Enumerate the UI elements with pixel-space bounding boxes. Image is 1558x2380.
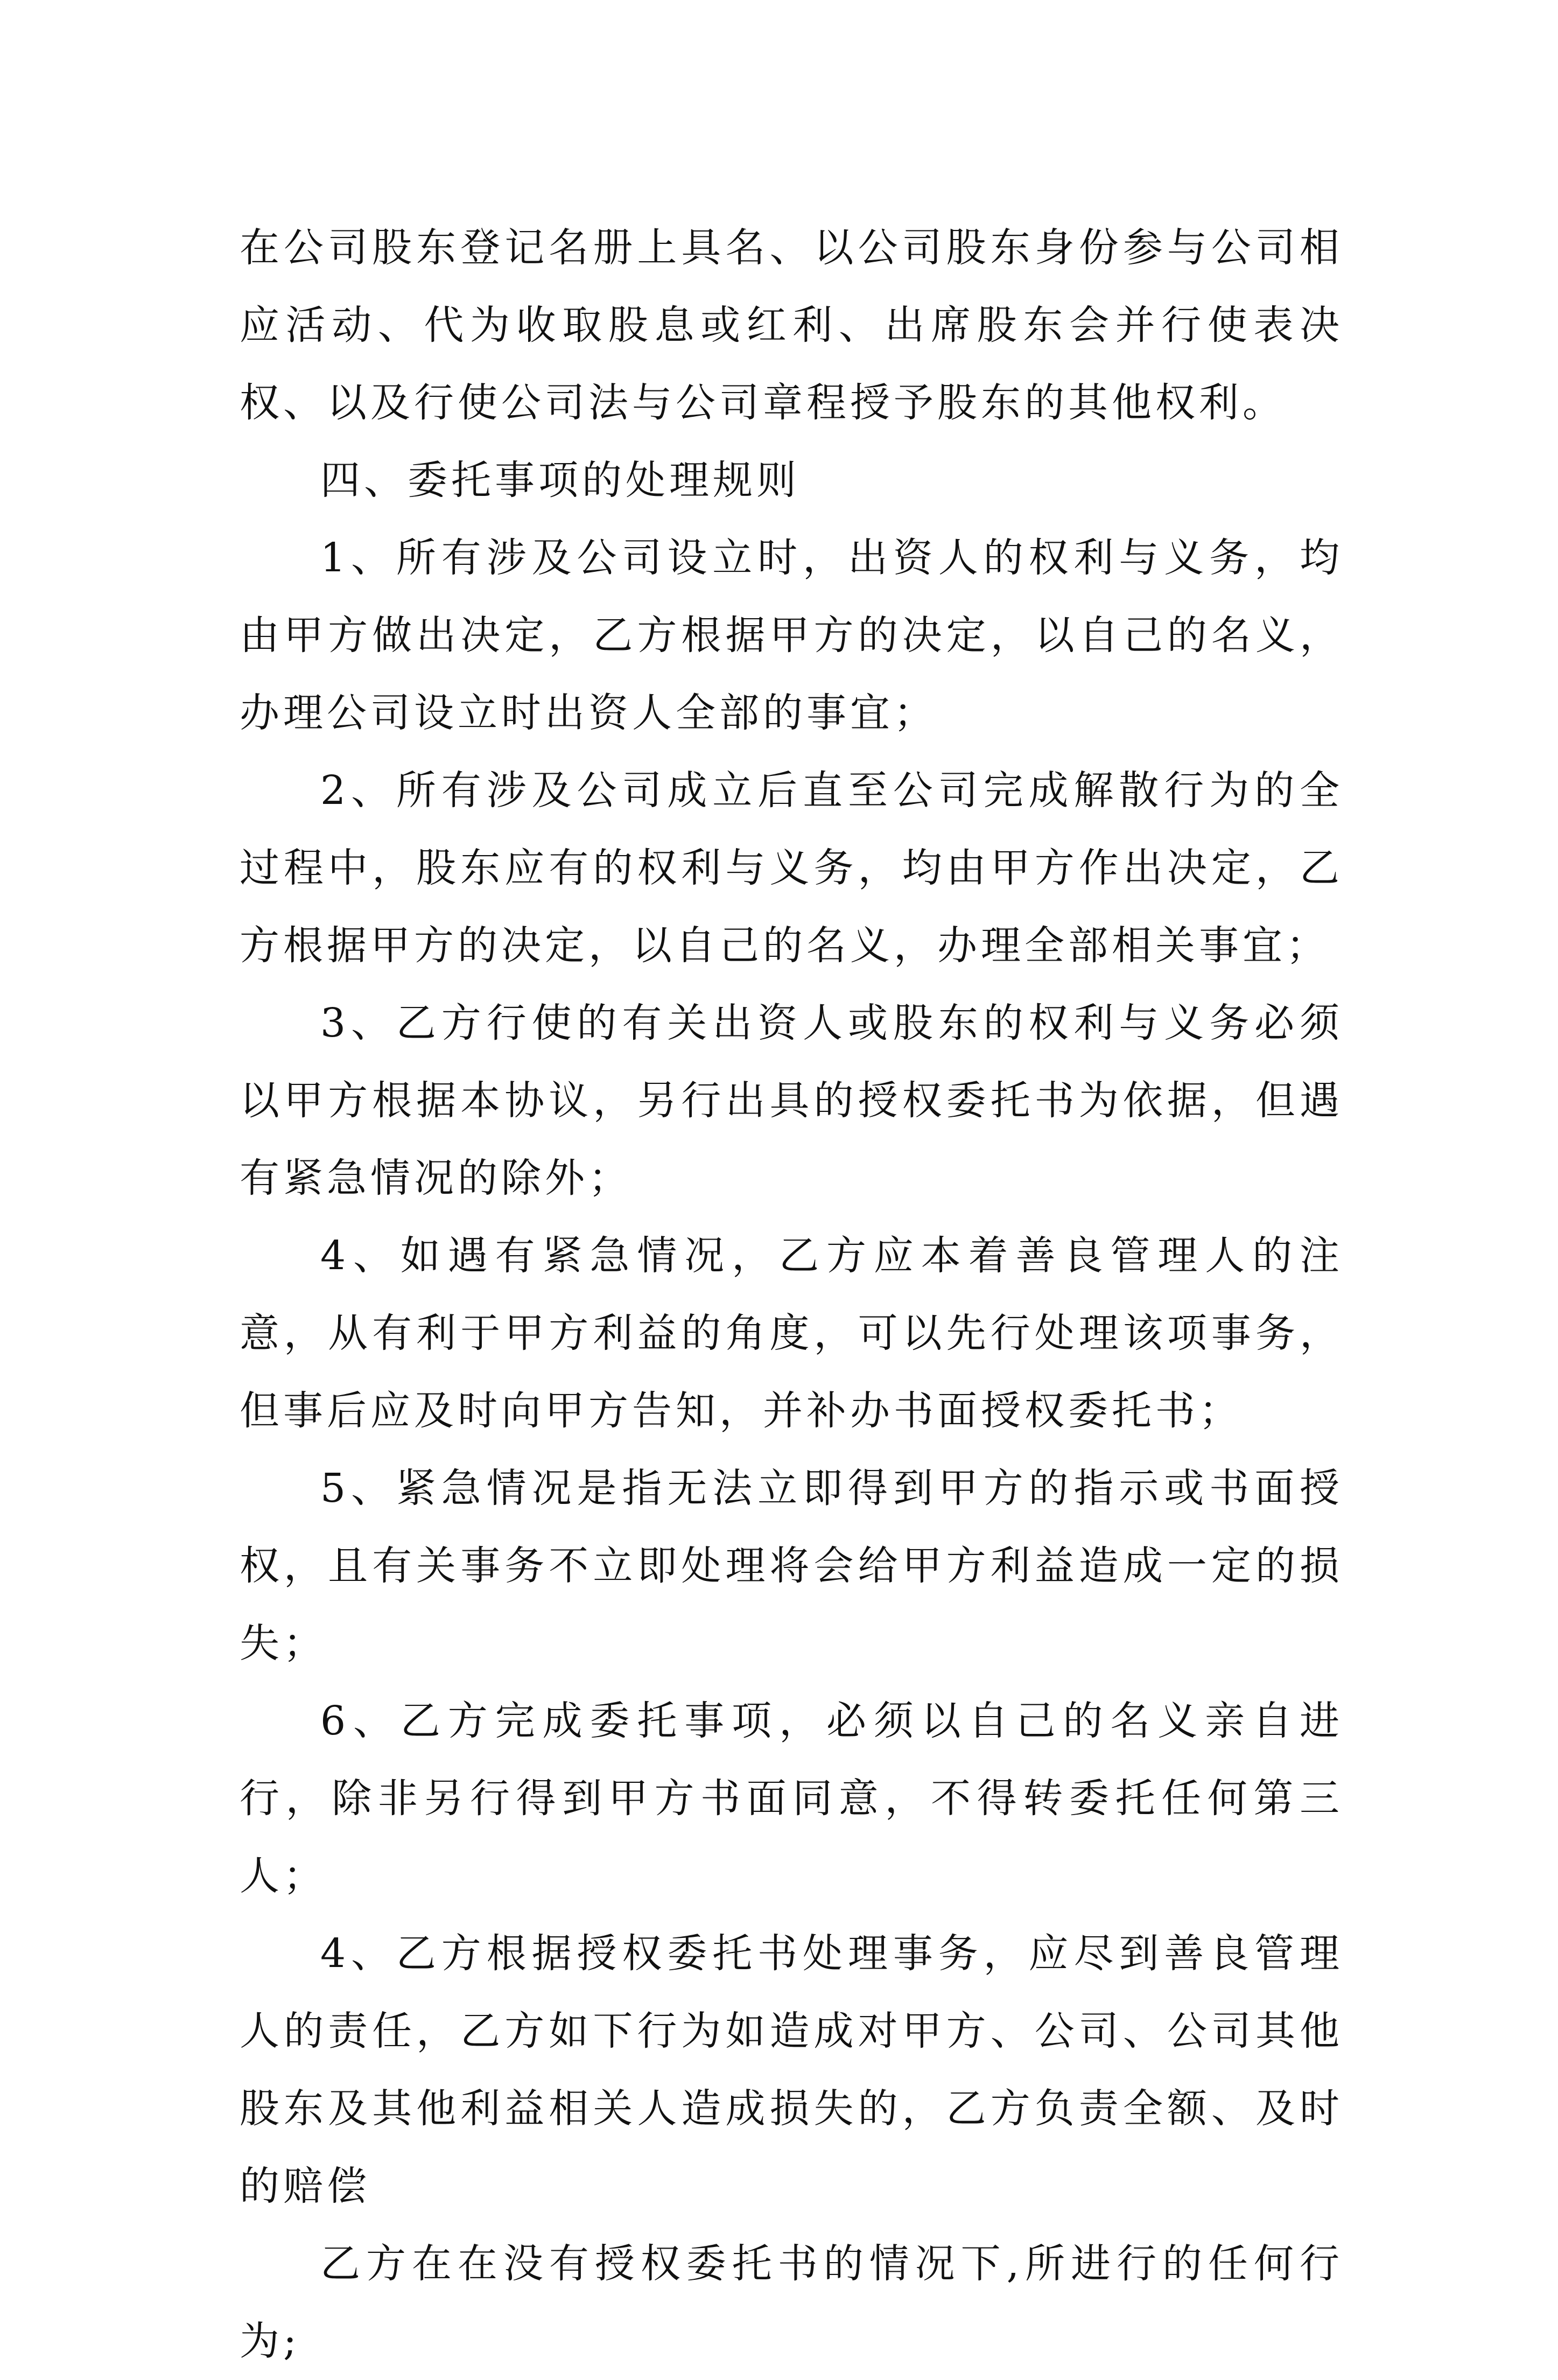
paragraph-shareholder-rights-continuation: 在公司股东登记名册上具名、以公司股东身份参与公司相应活动、代为收取股息或红利、出席股东会并行使表决权、以及行使公司法与公司章程授予股东的其他权利。 xyxy=(240,225,1343,426)
section-heading-rules: 四、委托事项的处理规则 xyxy=(320,457,800,503)
paragraph-rule-4: 4、如遇有紧急情况，乙方应本着善良管理人的注意，从有利于甲方利益的角度，可以先行处理该项事务，但事后应及时向甲方告知，并补办书面授权委托书； xyxy=(240,1233,1343,1434)
paragraph-rule-5: 5、紧急情况是指无法立即得到甲方的指示或书面授权，且有关事务不立即处理将会给甲方利益造成一定的损失； xyxy=(240,1465,1343,1667)
paragraph-rule-4-liability: 4、乙方根据授权委托书处理事务，应尽到善良管理人的责任，乙方如下行为如造成对甲方、公司、公司其他股东及其他利益相关人造成损失的，乙方负责全额、及时的赔偿 xyxy=(240,1930,1343,2209)
paragraph-unauthorized-acts: 乙方在在没有授权委托书的情况下,所进行的任何行为; xyxy=(240,2241,1343,2364)
paragraph-rule-1: 1、所有涉及公司设立时，出资人的权利与义务，均由甲方做出决定，乙方根据甲方的决定，以自己的名义，办理公司设立时出资人全部的事宜； xyxy=(240,535,1343,736)
paragraph-rule-6: 6、乙方完成委托事项，必须以自己的名义亲自进行，除非另行得到甲方书面同意，不得转委托任何第三人； xyxy=(240,1698,1343,1899)
paragraph-rule-3: 3、乙方行使的有关出资人或股东的权利与义务必须以甲方根据本协议，另行出具的授权委托书为依据，但遇有紧急情况的除外； xyxy=(240,1000,1343,1201)
paragraph-rule-2: 2、所有涉及公司成立后直至公司完成解散行为的全过程中，股东应有的权利与义务，均由甲方作出决定，乙方根据甲方的决定，以自己的名义，办理全部相关事宜； xyxy=(240,767,1343,969)
document-body xyxy=(240,209,1343,2380)
